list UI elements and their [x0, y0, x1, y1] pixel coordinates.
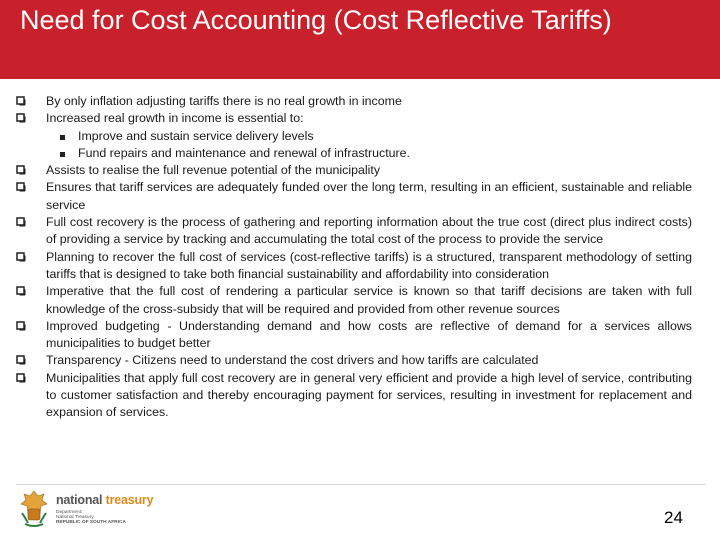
hollow-square-bullet-icon: [16, 93, 30, 106]
page-number: 24: [664, 508, 683, 527]
hollow-square-bullet-icon: [16, 110, 30, 123]
hollow-square-bullet-icon: [16, 352, 30, 365]
list-item: [16, 283, 692, 318]
footer-divider: [16, 484, 706, 485]
hollow-square-bullet-icon: [16, 179, 30, 192]
list-item: [16, 179, 692, 214]
hollow-square-bullet-icon: [16, 162, 30, 175]
sub-list-item: [16, 128, 692, 145]
hollow-square-bullet-icon: [16, 370, 30, 383]
hollow-square-bullet-icon: [16, 318, 30, 331]
list-item: [16, 162, 692, 179]
list-item: [16, 318, 692, 353]
sub-list-item: [16, 145, 692, 162]
sub-bullet-text: Fund repairs and maintenance and renewal of infrastructure.: [78, 145, 410, 160]
bullet-text: By only inflation adjusting tariffs there is no real growth in income: [46, 94, 402, 108]
list-item: [16, 214, 692, 249]
sub-bullet-text: Improve and sustain service delivery levels: [78, 128, 314, 143]
hollow-square-bullet-icon: [16, 283, 30, 296]
hollow-square-bullet-icon: [16, 214, 30, 227]
list-item: [16, 352, 692, 369]
square-bullet-icon: [60, 152, 65, 157]
bullet-text: Transparency - Citizens need to understand the cost drivers and how tariffs are calculated: [46, 353, 539, 368]
bullet-text: Imperative that the full cost of rendering a particular service is known so that tariff decisions are taken with full knowledge of the cross-subsidy that will be required and provided from other revenue sources: [46, 284, 692, 316]
bullet-text: Assists to realise the full revenue potential of the municipality: [46, 163, 381, 178]
square-bullet-icon: [60, 135, 65, 140]
logo-line-department: Department:: [56, 510, 83, 515]
list-item: [16, 370, 692, 422]
bullet-text: Planning to recover the full cost of services (cost-reflective tariffs) is a structured, transparent methodology of setting tariffs that is designed to take both financial sustainability and affordability into consideration: [46, 249, 692, 281]
bullet-text: Increased real growth in income is essential to:: [46, 111, 304, 126]
bullet-text: Improved budgeting - Understanding demand and how costs are reflective of demand for a services allows municipalities to budget better: [46, 318, 692, 351]
bullet-text: Full cost recovery is the process of gathering and reporting information about the true cost (direct plus indirect costs) of providing a service by tracking and accumulating the total cost of the process to provide the service: [46, 215, 692, 247]
list-item: [16, 93, 692, 110]
bullet-list: [16, 93, 692, 422]
hollow-square-bullet-icon: [16, 249, 30, 262]
bullet-text: Municipalities that apply full cost recovery are in general very efficient and provide a high level of service, contributing to customer satisfaction and thereby encouraging payment for services, resulting in investment for replacement and expansion of services.: [46, 370, 692, 420]
title-bar: [0, 0, 720, 79]
list-item: [16, 249, 692, 284]
coat-of-arms-icon: [18, 489, 50, 529]
list-item: [16, 110, 692, 127]
logo-line-country: REPUBLIC OF SOUTH AFRICA: [56, 520, 126, 525]
bullet-text: Ensures that tariff services are adequately funded over the long term, resulting in an efficient, sustainable and reliable service: [46, 180, 692, 212]
national-treasury-logo: [18, 489, 158, 533]
slide-title: Need for Cost Accounting (Cost Reflective Tariffs): [20, 5, 612, 35]
logo-line-name: National Treasury: [56, 515, 94, 520]
logo-wordmark: national treasury: [56, 493, 154, 507]
